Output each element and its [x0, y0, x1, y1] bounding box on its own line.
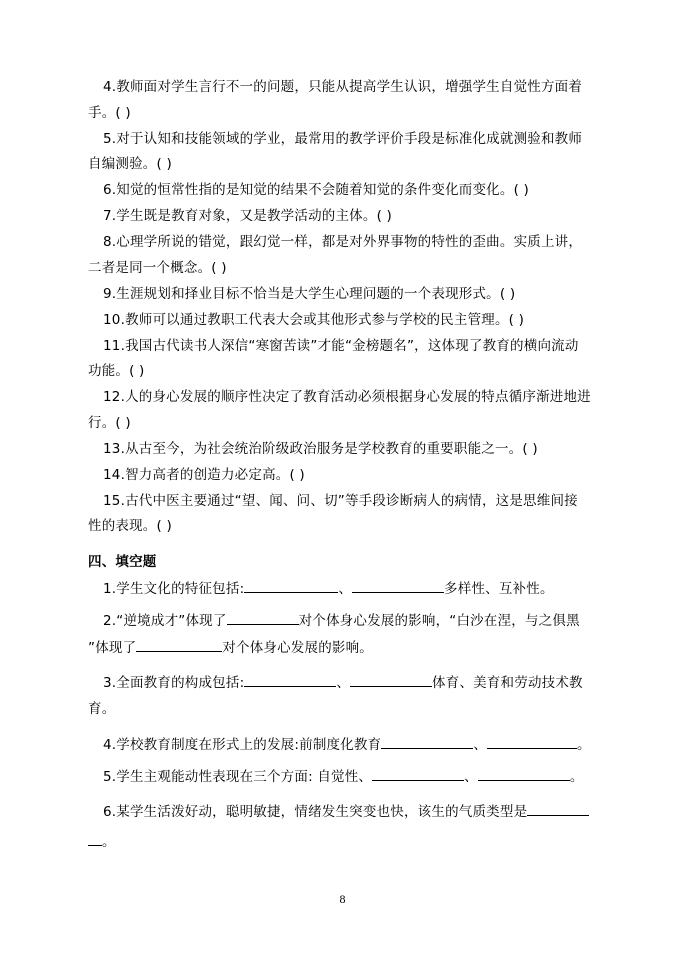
fill-q6-blank-2[interactable] [88, 831, 102, 846]
fill-q3-line1 [103, 672, 583, 693]
judgment-item-11-line1: 11.我国古代读书人深信“寒窗苦读”才能“金榜题名”，这体现了教育的横向流动 [103, 338, 579, 354]
judgment-item-9: 9.生涯规划和择业目标不恰当是大学生心理问题的一个表现形式。( ) [103, 286, 516, 302]
judgment-item-15-line2: 性的表现。( ) [88, 518, 172, 534]
fill-q2-text: 2.“逆境成才”体现了 [103, 613, 227, 629]
fill-q4-blank-1[interactable] [381, 734, 473, 749]
fill-q3-mid: 体育、美育和劳动技术教 [432, 675, 583, 691]
fill-q2-mid: 对个体身心发展的影响，“白沙在涅，与之俱黑 [298, 613, 580, 629]
judgment-item-6: 6.知觉的恒常性指的是知觉的结果不会随着知觉的条件变化而变化。( ) [103, 182, 530, 198]
fill-q4 [103, 734, 591, 755]
fill-q4-sep: 、 [473, 737, 488, 753]
fill-q2-blank-1[interactable] [227, 610, 299, 625]
judgment-item-12-line1: 12.人的身心发展的顺序性决定了教育活动必须根据身心发展的特点循序渐进地进 [103, 389, 591, 405]
fill-q4-text: 4.学校教育制度在形式上的发展:前制度化教育 [103, 737, 382, 753]
fill-q3-sep: 、 [336, 675, 351, 691]
fill-q3-line2: 育。 [88, 701, 116, 717]
judgment-item-14: 14.智力高者的创造力必定高。( ) [103, 467, 305, 483]
fill-q2-tail: 对个体身心发展的影响。 [222, 640, 373, 656]
judgment-item-8-line2: 二者是同一个概念。( ) [88, 260, 227, 276]
fill-q5-sep: 、 [464, 769, 478, 785]
judgment-item-10: 10.教师可以通过教职工代表大会或其他形式参与学校的民主管理。( ) [103, 312, 525, 328]
fill-q4-tail: 。 [577, 737, 591, 753]
fill-q5-blank-2[interactable] [478, 766, 570, 781]
judgment-item-11-line2: 功能。( ) [88, 363, 145, 379]
fill-q4-blank-2[interactable] [487, 734, 577, 749]
fill-q6-blank-1[interactable] [527, 801, 589, 816]
fill-q1-blank-2[interactable] [352, 578, 444, 593]
fill-q3-blank-1[interactable] [244, 672, 336, 687]
fill-q2-blank-2[interactable] [136, 637, 222, 652]
fill-q5-blank-1[interactable] [372, 766, 464, 781]
fill-q6-text: 6.某学生活泼好动，聪明敏捷，情绪发生突变也快，该生的气质类型是 [103, 804, 528, 820]
judgment-item-5-line1: 5.对于认知和技能领域的学业，最常用的教学评价手段是标准化成就测验和教师 [103, 131, 583, 147]
fill-q3-blank-2[interactable] [350, 672, 432, 687]
fill-q6-line1 [103, 801, 589, 822]
fill-q1-sep: 、 [338, 581, 353, 597]
judgment-item-4-line1: 4.教师面对学生言行不一的问题，只能从提高学生认识，增强学生自觉性方面着 [103, 79, 583, 95]
fill-q2-line2 [88, 637, 373, 658]
fill-q2-cont: ”体现了 [88, 640, 137, 656]
fill-q1-text: 1.学生文化的特征包括: [103, 581, 245, 597]
fill-q2-line1 [103, 610, 580, 631]
fill-q1-blank-1[interactable] [244, 578, 338, 593]
judgment-item-4-line2: 手。( ) [88, 105, 131, 121]
judgment-item-13: 13.从古至今，为社会统治阶级政治服务是学校教育的重要职能之一。( ) [103, 441, 538, 457]
fill-q1-tail: 多样性、互补性。 [444, 581, 554, 597]
judgment-item-7: 7.学生既是教育对象，又是教学活动的主体。( ) [103, 208, 393, 224]
judgment-item-8-line1: 8.心理学所说的错觉，跟幻觉一样，都是对外界事物的特性的歪曲。实质上讲， [103, 234, 583, 250]
judgment-item-12-line2: 行。( ) [88, 415, 131, 431]
fill-q5-text: 5.学生主观能动性表现在三个方面: 自觉性、 [103, 769, 373, 785]
fill-q6-tail: 。 [102, 834, 116, 850]
fill-q1 [103, 578, 554, 599]
fill-q5-tail: 。 [569, 769, 584, 785]
fill-q6-line2 [88, 831, 116, 852]
fill-q3-text: 3.全面教育的构成包括: [103, 675, 245, 691]
judgment-item-15-line1: 15.古代中医主要通过“望、闻、问、切”等手段诊断病人的病情，这是思维间接 [103, 493, 578, 509]
fill-q5 [103, 766, 584, 787]
judgment-item-5-line2: 自编测验。( ) [88, 156, 172, 172]
section-heading-fill: 四、填空题 [88, 554, 157, 570]
page-number: 8 [339, 892, 346, 906]
